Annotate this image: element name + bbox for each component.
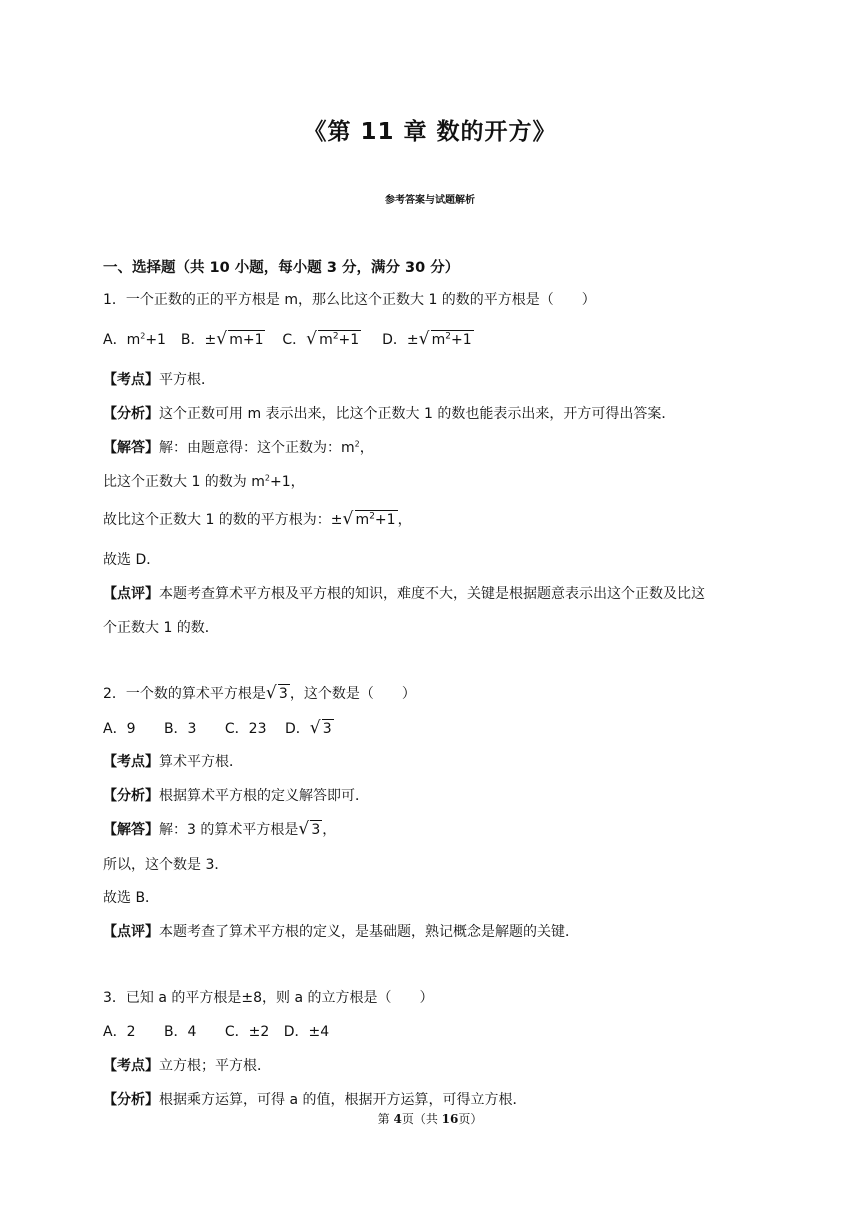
q1-jieda: 【解答】解：由题意得：这个正数为：$m^2$，	[103, 439, 374, 456]
q2-option-a: A．9	[103, 721, 136, 737]
q2-fenxi: 【分析】根据算术平方根的定义解答即可．	[103, 788, 369, 804]
page-total: 16	[441, 1112, 459, 1126]
page-subtitle: 参考答案与试题解析	[385, 195, 475, 206]
q2-solution-line-2: 所以，这个数是 3．	[103, 857, 229, 873]
q2-option-c: C．23	[224, 721, 267, 737]
q2-solution-line-3: 故选 B．	[103, 890, 160, 906]
page-number: 4	[393, 1112, 402, 1126]
q1-solution-line-3: 故比这个正数大 1 的数的平方根为：± √ $m^2+1$ ，	[103, 509, 412, 529]
q3-options	[103, 1022, 329, 1042]
q1-dianping: 【点评】本题考查算术平方根及平方根的知识，难度不大，关键是根据题意表示出这个正数及比这	[103, 586, 705, 602]
sqrt-symbol: √ 3	[265, 683, 288, 703]
q1-stem: 1．一个正数的正的平方根是 m，那么比这个正数大 1 的数的平方根是（ ）	[103, 292, 596, 308]
q3-fenxi: 【分析】根据乘方运算，可得 a 的值，根据开方运算，可得立方根．	[103, 1092, 527, 1108]
q3-option-c: C．±2	[224, 1024, 270, 1040]
q2-options	[103, 719, 334, 739]
sqrt-symbol: √ $m^2+1$	[342, 509, 396, 529]
q1-option-d: D．± √ $m^2+1$	[382, 329, 472, 349]
q1-option-c: C． √ $m^2+1$	[282, 329, 360, 349]
page-footer: 第 4页（共 16页）	[377, 1112, 483, 1126]
q2-dianping: 【点评】本题考查了算术平方根的定义，是基础题，熟记概念是解题的关键．	[103, 924, 579, 940]
q3-kaodian: 【考点】立方根；平方根．	[103, 1058, 271, 1074]
q3-option-d: D．±4	[283, 1024, 330, 1040]
q2-jieda: 【解答】解：3 的算术平方根是 √ 3 ，	[103, 819, 337, 839]
q2-option-d: D． √ 3	[284, 718, 332, 738]
section-heading: 一、选择题（共 10 小题，每小题 3 分，满分 30 分）	[103, 260, 460, 276]
sqrt-symbol: √ $m^2+1$	[306, 329, 360, 349]
q3-option-a: A．2	[103, 1024, 136, 1040]
q1-fenxi: 【分析】这个正数可用 m 表示出来，比这个正数大 1 的数也能表示出来，开方可得出答案．	[103, 406, 676, 422]
q1-option-b: B．± √ m+1	[180, 329, 264, 349]
page-title: 《第 11 章 数的开方》	[303, 119, 557, 145]
q2-kaodian: 【考点】算术平方根．	[103, 754, 243, 770]
sqrt-symbol: √ m+1	[216, 329, 264, 349]
q2-option-b: B．3	[163, 721, 197, 737]
sqrt-symbol: √ 3	[298, 819, 321, 839]
q1-dianping-cont: 个正数大 1 的数．	[103, 620, 219, 636]
q3-option-b: B．4	[163, 1024, 197, 1040]
sqrt-symbol: √ $m^2+1$	[418, 329, 472, 349]
q1-solution-line-2: 比这个正数大 1 的数为 $m^2+1$，	[103, 473, 305, 490]
q1-option-a: A．$m^2+1$	[103, 331, 166, 348]
q3-stem: 3．已知 a 的平方根是±8，则 a 的立方根是（ ）	[103, 990, 434, 1006]
q2-stem: 2．一个数的算术平方根是 √ 3 ，这个数是（ ）	[103, 683, 416, 703]
sqrt-symbol: √ 3	[309, 718, 332, 738]
q1-kaodian: 【考点】平方根．	[103, 372, 215, 388]
q1-options	[103, 330, 474, 350]
q1-solution-line-4: 故选 D．	[103, 552, 161, 568]
